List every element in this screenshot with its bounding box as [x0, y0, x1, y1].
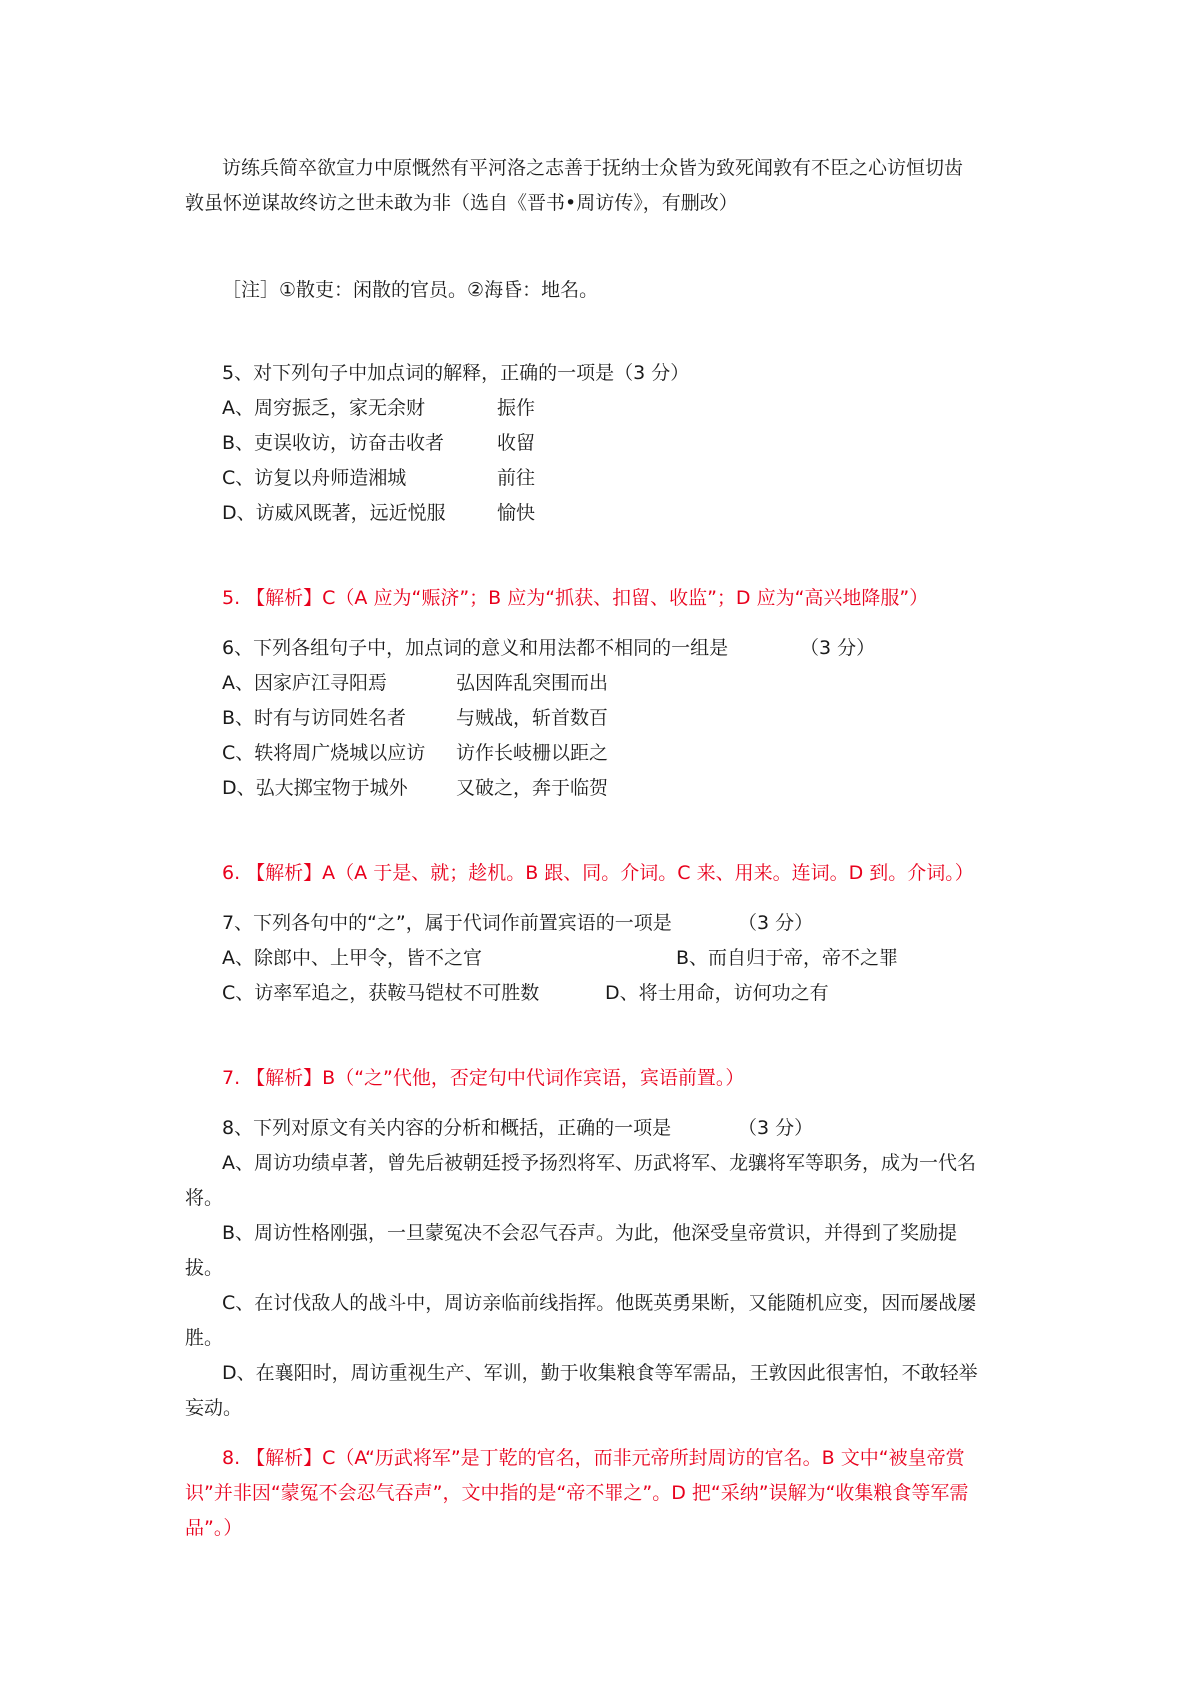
q8-option-c-line-1: C、在讨伐敌人的战斗中，周访亲临前线指挥。他既英勇果断，又能随机应变，因而屡战屡: [222, 1292, 977, 1314]
q8-option-b-line-2: 拔。: [185, 1257, 224, 1279]
question-6-score: （3 分）: [800, 637, 876, 659]
q7-option-d: D、将士用命，访何功之有: [605, 982, 829, 1004]
question-6-analysis: 6. 【解析】A（A 于是、就；趁机。B 跟、同。介词。C 来、用来。连词。D 到。介词。）: [222, 862, 974, 884]
q8-option-b-line-1: B、周访性格刚强，一旦蒙冤决不会忍气吞声。为此，他深受皇帝赏识，并得到了奖励提: [222, 1222, 958, 1244]
question-8-analysis-line-1: 8. 【解析】C（A“历武将军”是丁乾的官名，而非元帝所封周访的官名。B 文中“被皇帝赏: [222, 1447, 965, 1469]
q8-option-c-line-2: 胜。: [185, 1327, 224, 1349]
question-8-score: （3 分）: [738, 1117, 814, 1139]
question-8-stem: 8、下列对原文有关内容的分析和概括，正确的一项是: [222, 1117, 672, 1139]
q5-option-b-answer: 收留: [497, 432, 536, 454]
q5-option-c: C、访复以舟师造湘城: [222, 467, 407, 489]
q8-option-d-line-1: D、在襄阳时，周访重视生产、军训，勤于收集粮食等军需品，王敦因此很害怕，不敢轻举: [222, 1362, 978, 1384]
q6-option-b: B、时有与访同姓名者: [222, 707, 407, 729]
passage-line-2: 敦虽怀逆谋故终访之世未敢为非（选自《晋书•周访传》，有删改）: [185, 192, 738, 214]
q5-option-d: D、访威风既著，远近悦服: [222, 502, 446, 524]
q5-option-d-answer: 愉快: [497, 502, 536, 524]
q6-option-d: D、弘大掷宝物于城外: [222, 777, 408, 799]
q6-option-c-answer: 访作长岐栅以距之: [456, 742, 609, 764]
q6-option-d-answer: 又破之，奔于临贺: [456, 777, 609, 799]
q6-option-b-answer: 与贼战，斩首数百: [456, 707, 609, 729]
q6-option-a: A、因家庐江寻阳焉: [222, 672, 387, 694]
q8-option-a-line-2: 将。: [185, 1187, 224, 1209]
q6-option-a-answer: 弘因阵乱突围而出: [456, 672, 609, 694]
question-8-analysis-line-3: 品”。）: [185, 1517, 243, 1539]
q7-option-c: C、访率军追之，获鞍马铠杖不可胜数: [222, 982, 540, 1004]
question-7-stem: 7、下列各句中的“之”，属于代词作前置宾语的一项是: [222, 912, 672, 934]
q7-option-b: B、而自归于帝，帝不之罪: [676, 947, 899, 969]
q5-option-b: B、吏误收访，访奋击收者: [222, 432, 445, 454]
q5-option-c-answer: 前往: [497, 467, 536, 489]
question-7-analysis: 7. 【解析】B（“之”代他，否定句中代词作宾语，宾语前置。）: [222, 1067, 745, 1089]
q7-option-a: A、除郎中、上甲令，皆不之官: [222, 947, 482, 969]
question-8-analysis-line-2: 识”并非因“蒙冤不会忍气吞声”，文中指的是“帝不罪之”。D 把“采纳”误解为“收集粮食等军需: [185, 1482, 969, 1504]
q5-option-a: A、周穷振乏，家无余财: [222, 397, 425, 419]
question-6-stem: 6、下列各组句子中，加点词的意义和用法都不相同的一组是: [222, 637, 729, 659]
q8-option-d-line-2: 妄动。: [185, 1397, 243, 1419]
question-7-score: （3 分）: [738, 912, 814, 934]
question-5-stem: 5、对下列句子中加点词的解释，正确的一项是（3 分）: [222, 362, 690, 384]
q8-option-a-line-1: A、周访功绩卓著，曾先后被朝廷授予扬烈将军、历武将军、龙骧将军等职务，成为一代名: [222, 1152, 976, 1174]
question-5-analysis: 5. 【解析】C（A 应为“赈济”；B 应为“抓获、扣留、收监”；D 应为“高兴地降服”）: [222, 587, 929, 609]
q6-option-c: C、轶将周广烧城以应访: [222, 742, 426, 764]
q5-option-a-answer: 振作: [497, 397, 536, 419]
footnote: ［注］①散吏：闲散的官员。②海昏：地名。: [222, 279, 599, 301]
passage-line-1: 访练兵简卒欲宣力中原慨然有平河洛之志善于抚纳士众皆为致死闻敦有不臣之心访恒切齿: [222, 157, 964, 179]
